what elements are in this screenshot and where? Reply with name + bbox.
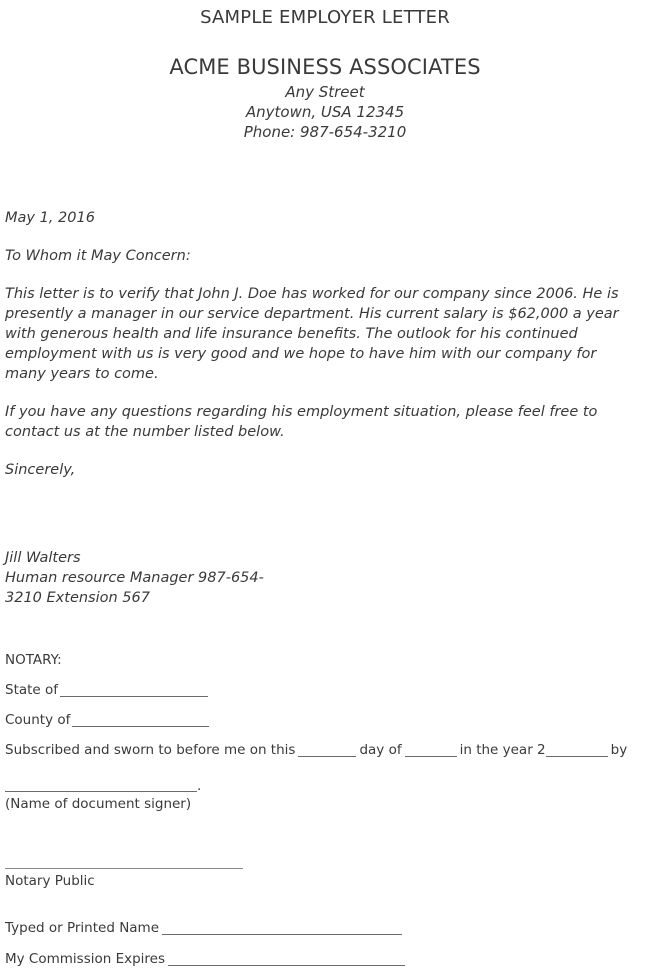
- notary-public-caption: Notary Public: [5, 873, 95, 889]
- notary-section: [0, 608, 650, 813]
- address-street: Any Street: [285, 83, 365, 101]
- typed-name-row: [5, 919, 650, 937]
- notary-county-row: [5, 699, 650, 729]
- company-name: ACME BUSINESS ASSOCIATES: [169, 55, 481, 79]
- document-title: SAMPLE EMPLOYER LETTER: [200, 7, 450, 28]
- commission-expires-blank[interactable]: [168, 965, 405, 966]
- notary-footer-fields: [0, 890, 650, 968]
- notary-by-label: by: [610, 742, 628, 758]
- signature-space: [5, 480, 632, 548]
- notary-signer-caption: (Name of document signer): [5, 796, 192, 812]
- address-city-state-zip: Anytown, USA 12345: [245, 103, 405, 121]
- commission-expires-label: My Commission Expires: [5, 951, 166, 967]
- notary-state-blank[interactable]: [60, 696, 208, 697]
- spacer-before-paragraph-2: [5, 384, 632, 402]
- typed-name-label: Typed or Printed Name: [5, 920, 160, 936]
- notary-day-blank[interactable]: [298, 756, 356, 757]
- notary-year-label: in the year 2: [459, 742, 546, 758]
- notary-sworn-prefix: Subscribed and sworn to before me on this: [5, 742, 296, 758]
- notary-county-blank[interactable]: [72, 726, 209, 727]
- notary-month-blank[interactable]: [405, 756, 457, 757]
- notary-day-of-label: day of: [359, 742, 402, 758]
- notary-signer-blank[interactable]: [5, 791, 197, 792]
- notary-signer-blank-row: [5, 759, 650, 793]
- letter-date: May 1, 2016: [5, 210, 95, 226]
- letter-paragraph-2: If you have any questions regarding his employment situation, please feel free to contact us at the number listed below.: [5, 404, 598, 440]
- notary-public-block: [0, 813, 650, 890]
- notary-state-label: State of: [5, 682, 59, 698]
- notary-state-row: [5, 669, 650, 699]
- notary-county-label: County of: [5, 712, 71, 728]
- spacer-before-paragraph-1: [5, 266, 632, 284]
- spacer-before-closing: [5, 442, 632, 460]
- notary-year-blank[interactable]: [546, 756, 608, 757]
- notary-signer-period: .: [197, 778, 202, 794]
- letter-body: [0, 142, 650, 608]
- spacer-before-salutation: [5, 228, 632, 246]
- notary-heading: NOTARY:: [5, 652, 62, 668]
- spacer-before-date: [5, 190, 632, 208]
- address-phone: Phone: 987-654-3210: [243, 123, 407, 141]
- signature-role-line-1: Human resource Manager 987-654-: [5, 570, 264, 586]
- notary-sworn-row: [5, 729, 650, 759]
- letter-paragraph-1: This letter is to verify that John J. Doe has worked for our company since 2006. He is presently a manager in our service department. His current salary is $62,000 a year with generous health and life insurance benefits. The outlook for his continued employment with us is very good and we hope to have him with our company for many years to come.: [5, 286, 619, 382]
- signature-role-line-2: 3210 Extension 567: [5, 590, 150, 606]
- commission-expires-row: [5, 937, 650, 968]
- letter-closing: Sincerely,: [5, 462, 76, 478]
- signature-name: Jill Walters: [5, 550, 81, 566]
- letter-salutation: To Whom it May Concern:: [5, 248, 191, 264]
- typed-name-blank[interactable]: [162, 934, 402, 935]
